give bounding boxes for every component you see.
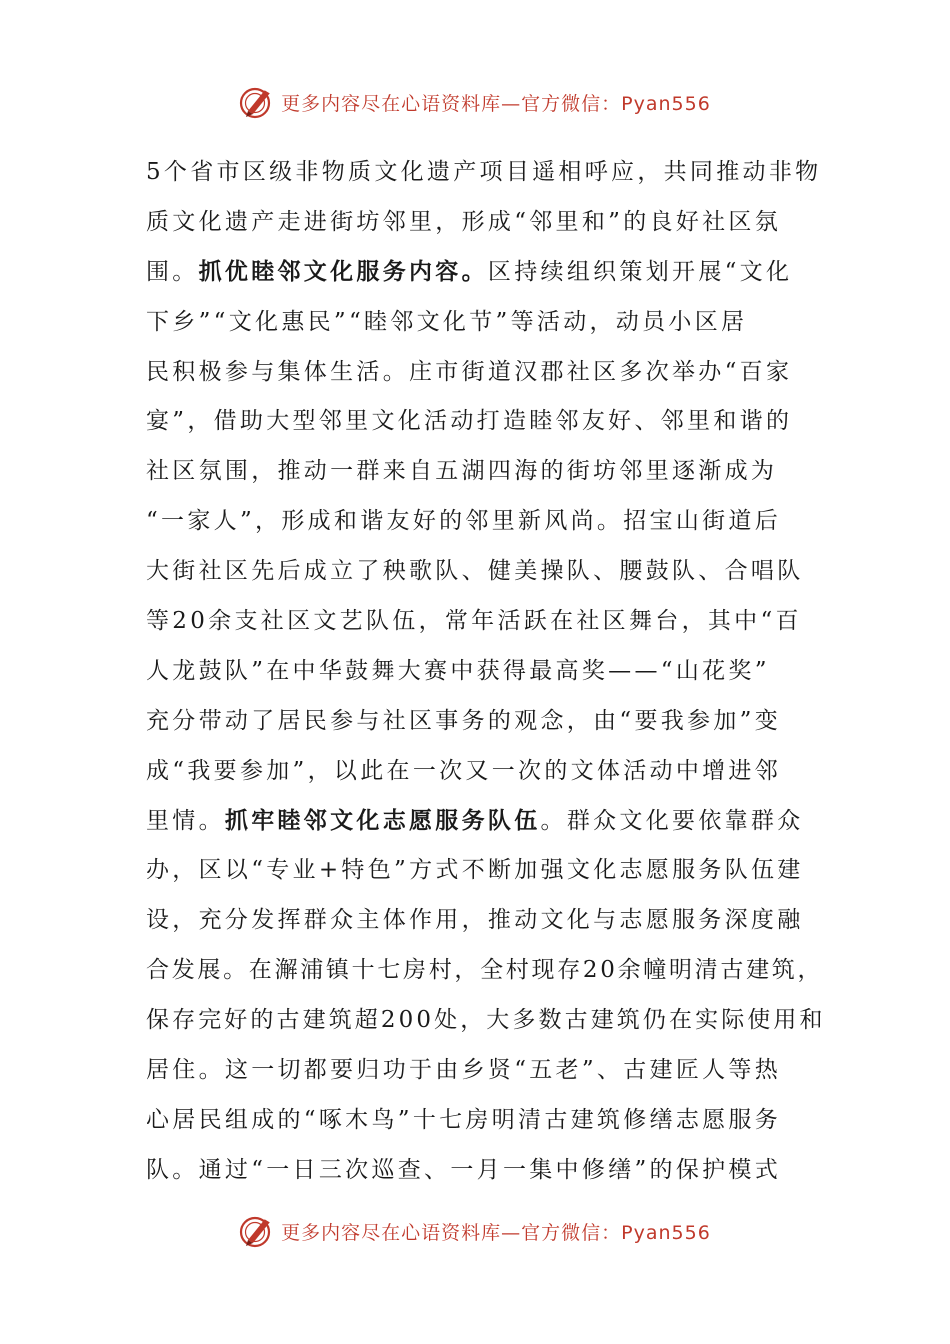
text-line [146,697,814,747]
banner-text: 更多内容尽在心语资料库—官方微信：Pyan556 [281,92,711,115]
pen-logo-icon [239,84,275,120]
bold-heading: 抓牢睦邻文化志愿服务队伍 [224,807,541,834]
text-line [146,198,814,248]
wechat-id: Pyan556 [621,92,711,115]
text-line [146,1096,814,1146]
line-text: 里情。 [146,807,225,834]
line-text: 社区氛围，推动一群来自五湖四海的街坊邻里逐渐成为 [146,458,778,485]
line-text: 充分带动了居民参与社区事务的观念，由“要我参加”变 [146,707,782,734]
text-line [146,747,814,797]
text-line [146,148,822,198]
line-text: 质文化遗产走进街坊邻里，形成“邻里和”的良好社区氛 [146,208,782,235]
text-line [146,846,814,896]
text-line [146,248,814,298]
line-text: 心居民组成的“啄木鸟”十七房明清古建筑修缮志愿服务 [146,1106,782,1133]
line-text: 成“我要参加”，以此在一次又一次的文体活动中增进邻 [146,757,782,784]
line-text: 宴”，借助大型邻里文化活动打造睦邻友好、邻里和谐的 [146,408,793,435]
text-line [146,298,814,348]
text-line [146,547,814,597]
line-text: 民积极参与集体生活。庄市街道汉郡社区多次举办“百家 [146,358,793,385]
banner-text: 更多内容尽在心语资料库—官方微信：Pyan556 [281,1221,711,1244]
text-line [146,647,814,697]
line-text: 下乡”“文化惠民”“睦邻文化节”等活动，动员小区居 [146,308,748,335]
text-line [146,896,814,946]
line-text: 等20余支社区文艺队伍，常年活跃在社区舞台，其中“百 [146,608,802,635]
bold-heading: 抓优睦邻文化服务内容。 [198,258,488,285]
line-text: 大街社区先后成立了秧歌队、健美操队、腰鼓队、合唱队 [146,558,804,585]
line-text: 。群众文化要依靠群众 [540,807,804,834]
text-line [146,996,826,1046]
line-text: 保存完好的古建筑超200处，大多数古建筑仍在实际使用和 [146,1007,826,1034]
wechat-id: Pyan556 [621,1221,711,1244]
text-line [146,497,814,547]
line-text: “一家人”，形成和谐友好的邻里新风尚。招宝山街道后 [146,508,782,535]
line-text: 设，充分发挥群众主体作用，推动文化与志愿服务深度融 [146,907,804,934]
line-text: 5个省市区级非物质文化遗产项目遥相呼应，共同推动非物 [146,159,822,185]
text-line [146,397,814,447]
line-text: 合发展。在澥浦镇十七房村，全村现存20余幢明清古建筑， [146,957,824,984]
line-text: 围。 [146,258,199,285]
text-line [146,1046,814,1096]
text-line [146,348,814,398]
text-line [146,1146,814,1196]
document-body [146,148,826,1196]
pen-logo-icon [239,1213,275,1249]
footer-banner [0,1211,950,1251]
line-text: 区持续组织策划开展“文化 [487,258,793,285]
line-text: 办，区以“专业+特色”方式不断加强文化志愿服务队伍建 [146,857,804,884]
text-line [146,597,814,647]
line-text: 居住。这一切都要归功于由乡贤“五老”、古建匠人等热 [146,1057,782,1084]
text-line [146,797,814,847]
header-banner [0,82,950,122]
line-text: 队。通过“一日三次巡查、一月一集中修缮”的保护模式 [146,1156,782,1183]
line-text: 人龙鼓队”在中华鼓舞大赛中获得最高奖——“山花奖” [146,657,770,684]
text-line [146,447,814,497]
text-line [146,946,824,996]
